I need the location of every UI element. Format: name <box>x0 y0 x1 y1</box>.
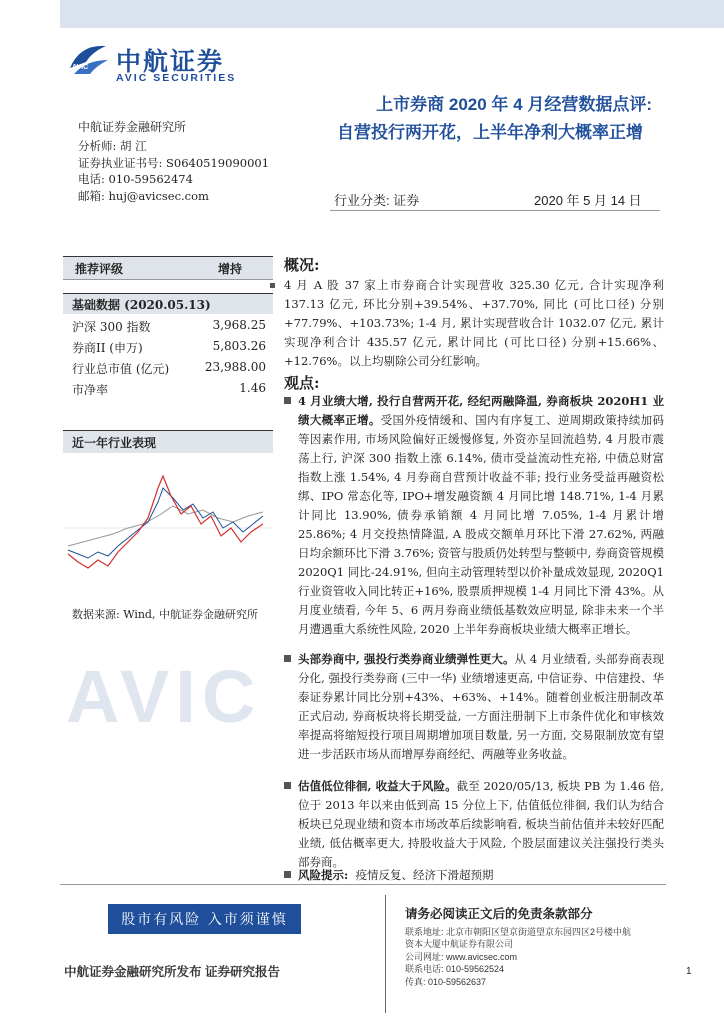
views-heading: 观点: <box>284 374 320 392</box>
basic-row-label: 行业总市值 (亿元) <box>72 362 170 376</box>
basic-row-label: 券商II (申万) <box>72 341 143 355</box>
series-blue-line <box>68 488 263 558</box>
basic-row <box>72 360 266 377</box>
basic-row <box>72 381 266 398</box>
view-1-bold: 4 月业绩大增, 投行自营两开花, 经纪两融降温, 券商板块 2020H1 业绩大概率正增。 <box>298 394 664 427</box>
logo-cn: 中航证券 <box>116 48 225 76</box>
footer-divider <box>60 884 666 885</box>
report-date: 2020 年 5 月 14 日 <box>534 193 642 208</box>
basic-row-value: 3,968.25 <box>212 318 266 332</box>
footer-vertical-divider <box>385 895 386 1013</box>
series-gray-line <box>68 506 263 546</box>
contact-address-1: 联系地址: 北京市朝阳区望京街道望京东园四区2号楼中航 <box>405 927 632 937</box>
contact-info <box>405 926 631 988</box>
report-title-line2: 自营投行两开花，上半年净利大概率正增 <box>337 123 643 142</box>
overview-paragraph <box>284 276 664 371</box>
contact-website[interactable]: 公司网址: www.avicsec.com <box>405 951 518 962</box>
avic-logo-icon <box>66 38 110 82</box>
svg-text:AVIC: AVIC <box>72 64 89 71</box>
contact-tel: 联系电话: 010-59562524 <box>405 964 505 975</box>
view-paragraph-1 <box>298 392 664 639</box>
basic-row-label: 沪深 300 指数 <box>72 320 151 334</box>
bullet-icon <box>284 782 291 789</box>
bullet-icon <box>270 283 275 288</box>
risk-paragraph <box>298 866 664 885</box>
bullet-icon <box>284 655 291 662</box>
contact-fax: 传真: 010-59562637 <box>405 976 487 987</box>
disclaimer-title: 请务必阅读正文后的免责条款部分 <box>405 907 593 921</box>
view-3-bold: 估值低位徘徊, 收益大于风险。 <box>298 779 457 793</box>
analyst-license: 证券执业证书号: S0640519090001 <box>78 155 270 170</box>
report-title-line1: 上市券商 2020 年 4 月经营数据点评: <box>376 95 652 114</box>
view-paragraph-2 <box>298 650 664 764</box>
overview-heading: 概况: <box>284 256 320 274</box>
risk-text: 疫情反复、经济下滑超预期 <box>355 868 494 882</box>
basic-row-label: 市净率 <box>72 383 109 397</box>
bullet-icon <box>284 871 291 878</box>
basic-row-value: 1.46 <box>239 381 266 395</box>
contact-address-2: 资本大厦中航证券有限公司 <box>405 939 514 950</box>
page-number: 1 <box>686 966 692 977</box>
basic-row <box>72 318 266 335</box>
view-2-bold: 头部券商中, 强投行类券商业绩弹性更大。 <box>298 652 515 666</box>
rating-label: 推荐评级 <box>75 262 124 276</box>
performance-label: 近一年行业表现 <box>72 436 157 450</box>
basic-data-label: 基础数据 (2020.05.13) <box>72 298 211 312</box>
view-2-text: 从 4 月业绩看, 头部券商表现分化, 强投行类券商 (三中一华) 业绩增速更高, 中信证券、中信建投、华泰证券累计同比分别+43%、+63%、+14%。随着创业板注册制改革正式启动, 券商板块将长期受益, 一方面注册制下上市条件优化和审核效率提高将缩短投行项目周期增加项目数量, 另一方面, 交易限制放宽有望进一步活跃市场从而增厚券商经纪、两融等业务收益。 <box>298 652 665 761</box>
basic-row <box>72 339 266 356</box>
basic-row-value: 5,803.26 <box>212 339 266 353</box>
logo-en: AVIC SECURITIES <box>116 72 237 84</box>
publisher-line: 中航证券金融研究所发布 证券研究报告 <box>64 965 280 979</box>
analyst-email[interactable]: 邮箱: huj@avicsec.com <box>78 188 209 203</box>
industry-class: 行业分类: 证券 <box>334 193 420 208</box>
analyst-info <box>78 138 269 204</box>
industry-performance-chart <box>63 458 273 598</box>
overview-text: 4 月 A 股 37 家上市券商合计实现营收 325.30 亿元, 合计实现净利 137.13 亿元, 环比分别+39.54%、+37.70%, 同比 (可比口径) 分别+77.79%、+103.73%; 1-4 月, 累计实现营收合计 1032.07 亿元, 累计实现净利合计 435.57 亿元, 累计同比 (可比口径) 分别+15.66%、+12.76%。以上均剔除公司分红影响。 <box>284 278 664 368</box>
basic-row-value: 23,988.00 <box>204 360 266 374</box>
data-source: 数据来源: Wind, 中航证券金融研究所 <box>72 608 258 621</box>
watermark: AVIC <box>66 655 262 738</box>
analyst-name: 分析师: 胡 江 <box>78 139 147 153</box>
analyst-phone: 电话: 010-59562474 <box>78 172 193 186</box>
view-1-text: 受国外疫情缓和、国内有序复工、逆周期政策持续加码等因素作用, 市场风险偏好正缓慢修复, 外资亦呈回流趋势, 4 月股市震荡上行, 沪深 300 指数上涨 6.14%, 债市受益流动性充裕, 中债总财富指数上涨 1.54%, 4 月券商自营预计收益不菲; 投行业务受益再融资松绑、IPO 常态化等, IPO+增发融资额 4 月同比增 148.71%, 1-4 月累计同比 13.90%, 债券承销额 4 月同比增 7.05%, 1-4 月累计增 25.86%; 4 月交投热情降温, A 股成交额单月环比下滑 27.62%, 两融日均余额环比下滑 3.76%; 资管与股质仍处转型与整顿中, 券商资管规模 2020Q1 同比-24.91%, 但向主动管理转型以价补量成效显现, 2020Q1 行业资管收入同比转正+16%, 股票质押规模 1-4 月同比下滑 43%。从月度业绩看, 今年 5、6 两月券商业绩低基数效应明显, 除非未来一个半月遭遇重大系统性风险, 2020 上半年券商板块业绩大概率正增长。 <box>298 413 664 636</box>
title-divider <box>330 210 660 211</box>
institute: 中航证券金融研究所 <box>78 120 187 134</box>
risk-bold: 风险提示: <box>298 868 349 882</box>
view-3-text: 截至 2020/05/13, 板块 PB 为 1.46 倍, 位于 2013 年以来由低到高 15 分位上下, 估值低位徘徊, 我们认为结合板块已兑现业绩和资本市场改革后续影响看, 板块当前估值并未较好匹配业绩, 低估概率更大, 持股收益大于风险, 个股层面建议关注强投行类头部券商。 <box>298 779 664 869</box>
header-band <box>60 0 724 28</box>
risk-warning-box: 股市有风险 入市须谨慎 <box>108 904 301 934</box>
bullet-icon <box>284 397 291 404</box>
view-paragraph-3 <box>298 777 664 872</box>
rating-value: 增持 <box>218 262 243 276</box>
